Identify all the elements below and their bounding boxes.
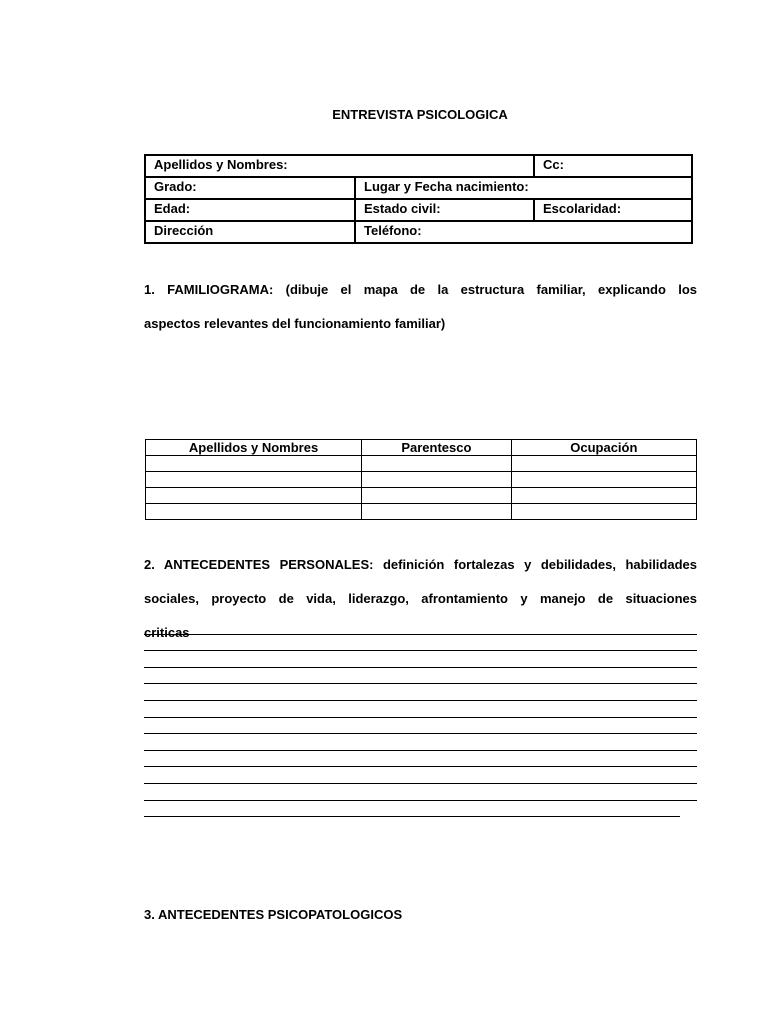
header-ocupacion: Ocupación <box>511 440 696 456</box>
section-antecedentes-psicopatologicos: 3. ANTECEDENTES PSICOPATOLOGICOS <box>144 907 403 922</box>
answer-line[interactable] <box>144 801 680 818</box>
table-cell[interactable] <box>146 456 362 472</box>
table-cell[interactable] <box>511 504 696 520</box>
section1-line2: aspectos relevantes del funcionamiento familiar) <box>144 316 446 331</box>
table-cell[interactable] <box>146 504 362 520</box>
direccion-field[interactable]: Dirección <box>145 221 355 243</box>
section2-line2: sociales, proyecto de vida, liderazgo, afrontamiento y manejo de situaciones <box>144 591 697 606</box>
section2-line1: 2. ANTECEDENTES PERSONALES: definición fortalezas y debilidades, habilidades <box>144 557 697 572</box>
table-cell[interactable] <box>362 456 512 472</box>
table-row <box>146 472 697 488</box>
table-row <box>146 488 697 504</box>
answer-line[interactable] <box>144 635 697 652</box>
edad-field[interactable]: Edad: <box>145 199 355 221</box>
table-cell[interactable] <box>511 472 696 488</box>
table-row <box>146 504 697 520</box>
table-row <box>146 456 697 472</box>
estado-civil-field[interactable]: Estado civil: <box>355 199 534 221</box>
table-cell[interactable] <box>362 504 512 520</box>
answer-line[interactable] <box>144 618 697 635</box>
answer-line[interactable] <box>144 701 697 718</box>
table-cell[interactable] <box>511 456 696 472</box>
header-parentesco: Parentesco <box>362 440 512 456</box>
section1-line1: 1. FAMILIOGRAMA: (dibuje el mapa de la estructura familiar, explicando los <box>144 282 697 297</box>
header-apellidos: Apellidos y Nombres <box>146 440 362 456</box>
table-cell[interactable] <box>511 488 696 504</box>
answer-line[interactable] <box>144 651 697 668</box>
grado-field[interactable]: Grado: <box>145 177 355 199</box>
table-header-row <box>146 440 697 456</box>
answer-line[interactable] <box>144 684 697 701</box>
answer-line[interactable] <box>144 718 697 735</box>
answer-line[interactable] <box>144 767 697 784</box>
answer-line[interactable] <box>144 751 697 768</box>
table-cell[interactable] <box>362 472 512 488</box>
answer-line[interactable] <box>144 784 697 801</box>
table-cell[interactable] <box>146 472 362 488</box>
cc-field[interactable]: Cc: <box>534 155 692 177</box>
lugar-fecha-field[interactable]: Lugar y Fecha nacimiento: <box>355 177 692 199</box>
personal-info-table <box>144 154 693 244</box>
escolaridad-field[interactable]: Escolaridad: <box>534 199 692 221</box>
table-cell[interactable] <box>146 488 362 504</box>
family-table <box>145 439 697 520</box>
answer-line[interactable] <box>144 734 697 751</box>
answer-lines[interactable] <box>144 618 697 817</box>
telefono-field[interactable]: Teléfono: <box>355 221 692 243</box>
section2-line3: criticas <box>144 625 190 640</box>
table-cell[interactable] <box>362 488 512 504</box>
page-title: ENTREVISTA PSICOLOGICA <box>332 107 508 122</box>
section-familiograma <box>144 281 697 332</box>
apellidos-field[interactable]: Apellidos y Nombres: <box>145 155 534 177</box>
answer-line[interactable] <box>144 668 697 685</box>
